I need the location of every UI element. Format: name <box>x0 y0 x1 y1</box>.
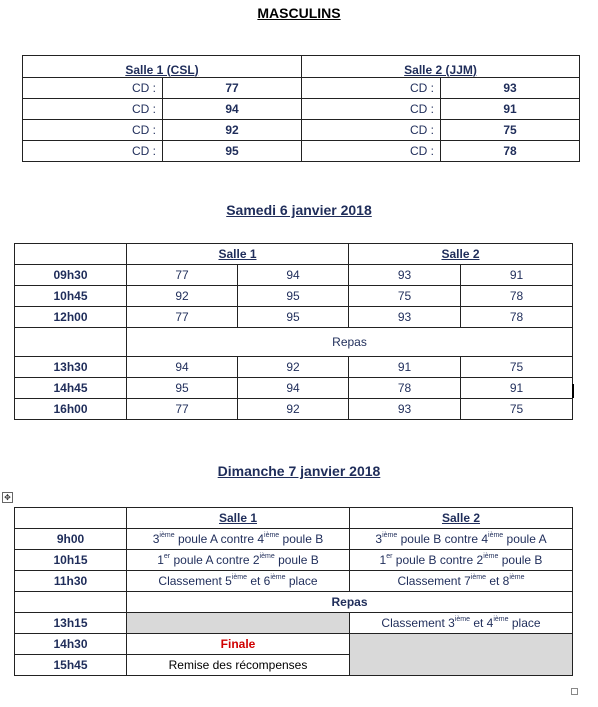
table-row: CD : 92 CD : 75 <box>23 120 580 141</box>
table-row: 9h00 3ième poule A contre 4ième poule B 3ième poule B contre 4ième poule A <box>15 529 573 550</box>
table-row: CD : 95 CD : 78 <box>23 141 580 162</box>
finale-label: Finale <box>127 634 350 655</box>
lunch-row: Repas <box>15 592 573 613</box>
table-row: 15h45 Remise des récompenses <box>15 655 573 676</box>
table-row: 10h15 1er poule A contre 2ième poule B 1er poule B contre 2ième poule B <box>15 550 573 571</box>
saturday-heading: Samedi 6 janvier 2018 <box>226 202 372 218</box>
table-row: 14h45 95 94 78 91 <box>15 378 573 399</box>
text-cursor <box>572 384 574 398</box>
salle1-header: Salle 1 <box>127 508 350 529</box>
salle2-header: Salle 2 <box>350 508 573 529</box>
sunday-heading: Dimanche 7 janvier 2018 <box>217 463 381 479</box>
table-row: 11h30 Classement 5ième et 6ième place Classement 7ième et 8ième <box>15 571 573 592</box>
hall-2-header: Salle 2 (JJM) <box>302 56 580 78</box>
lunch-row: Repas <box>15 328 573 357</box>
table-row: 16h00 77 92 93 75 <box>15 399 573 420</box>
saturday-table <box>14 243 573 420</box>
table-row: CD : 94 CD : 91 <box>23 99 580 120</box>
table-row: 09h30 77 94 93 91 <box>15 265 573 286</box>
table-row: 13h15 Classement 3ième et 4ième place <box>15 613 573 634</box>
page-title: MASCULINS <box>257 5 341 21</box>
table-row: 14h30 Finale <box>15 634 573 655</box>
halls-table <box>22 55 580 162</box>
table-row: 12h00 77 95 93 78 <box>15 307 573 328</box>
table-row: CD : 77 CD : 93 <box>23 78 580 99</box>
salle1-header: Salle 1 <box>127 244 349 265</box>
table-move-handle-icon[interactable]: ✥ <box>2 492 13 503</box>
table-row: 10h45 92 95 75 78 <box>15 286 573 307</box>
table-resize-handle-icon[interactable] <box>571 688 578 695</box>
sunday-table <box>14 507 573 676</box>
salle2-header: Salle 2 <box>349 244 573 265</box>
table-row: 13h30 94 92 91 75 <box>15 357 573 378</box>
hall-1-header: Salle 1 (CSL) <box>23 56 302 78</box>
